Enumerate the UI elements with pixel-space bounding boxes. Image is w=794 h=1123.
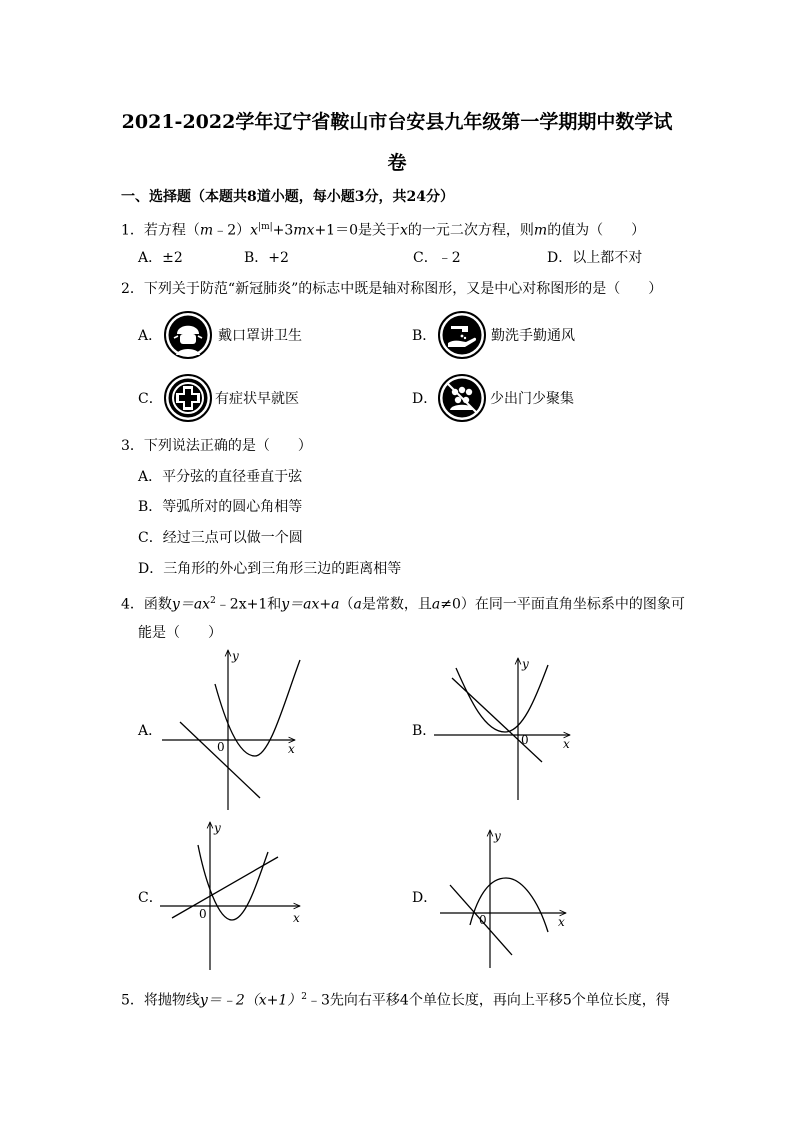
q3-option-b[interactable]: B．等弧所对的圆心角相等 (138, 499, 303, 515)
question-number: 4． (121, 596, 144, 613)
question-number: 5． (121, 992, 144, 1009)
graph-a-y-label: y (232, 649, 239, 663)
q2-option-d-caption: 少出门少聚集 (490, 391, 574, 407)
question-5: 5．将抛物线$y=﹣2(x+1)^2﹣3$先向右平移4个单位长度，再向上平移5个单位长度，得 (121, 992, 670, 1009)
q4-option-c[interactable]: C． (138, 890, 163, 906)
graph-d-x-label: x (558, 915, 565, 929)
graph-a-x-label: x (288, 742, 295, 756)
q3-option-d[interactable]: D．三角形的外心到三角形三边的距离相等 (138, 561, 402, 577)
graph-b-origin-label: 0 (521, 733, 529, 747)
q1-option-d[interactable]: D．以上都不对 (547, 250, 643, 266)
q1-option-a[interactable]: A．±2 (138, 250, 183, 266)
question-2: 2．下列关于防范“新冠肺炎”的标志中既是轴对称图形，又是中心对称图形的是（ ） (121, 281, 663, 297)
q2-option-b-caption: 勤洗手勤通风 (491, 328, 575, 344)
q4-option-d[interactable]: D． (412, 890, 438, 906)
graph-b-y-label: y (522, 657, 529, 671)
question-number: 3． (121, 438, 144, 454)
q1-option-b[interactable]: B．+2 (244, 250, 289, 266)
q2-option-c-letter[interactable]: C． (138, 391, 163, 407)
question-3: 3．下列说法正确的是（ ） (121, 438, 312, 454)
q2-option-d-letter[interactable]: D． (412, 391, 438, 407)
q2-option-a-caption: 戴口罩讲卫生 (218, 328, 302, 344)
page-title: 2021-2022学年辽宁省鞍山市台安县九年级第一学期期中数学试 (121, 111, 673, 133)
question-4: 4．函数$y=ax^2﹣2x+1$和y＝ax+a（a是常数，且a≠0）在同一平面直角坐标系中的图象可 (121, 596, 685, 613)
q3-option-a[interactable]: A．平分弦的直径垂直于弦 (138, 469, 303, 485)
q2-option-a-letter[interactable]: A． (138, 328, 163, 344)
graph-c-x-label: x (293, 911, 300, 925)
graph-b-x-label: x (563, 737, 570, 751)
graph-a-line (180, 722, 260, 798)
question-4-continued: 能是（ ） (138, 625, 222, 641)
q4-option-a[interactable]: A． (138, 723, 163, 739)
graph-b-line (452, 678, 542, 762)
q4-option-b[interactable]: B． (412, 723, 437, 739)
graph-c (160, 821, 300, 970)
q1-option-c[interactable]: C．﹣2 (413, 250, 461, 266)
graph-a (162, 649, 300, 810)
section-heading: 一、选择题（本题共8道小题，每小题3分，共24分） (121, 189, 454, 205)
graph-b (434, 657, 570, 800)
graph-c-origin-label: 0 (199, 907, 207, 921)
graph-a-origin-label: 0 (217, 740, 225, 754)
q3-option-c[interactable]: C．经过三点可以做一个圆 (138, 530, 303, 546)
graph-c-line (172, 857, 278, 918)
page-title-continued: 卷 (387, 152, 407, 174)
graph-d-y-label: y (494, 829, 501, 843)
q2-option-b-letter[interactable]: B． (412, 328, 437, 344)
question-number: 2． (121, 281, 144, 297)
question-number: 1． (121, 222, 144, 239)
q2-option-c-caption: 有症状早就医 (215, 391, 299, 407)
graph-d-origin-label: 0 (479, 913, 487, 927)
graph-c-y-label: y (214, 821, 221, 835)
graph-d (440, 829, 566, 968)
graph-b-parabola (456, 665, 548, 732)
question-1: 1．若方程$(m﹣2)x^{|m|}+3mx+1=0$是关于x的一元二次方程，则m的值为（ ） (121, 222, 646, 239)
